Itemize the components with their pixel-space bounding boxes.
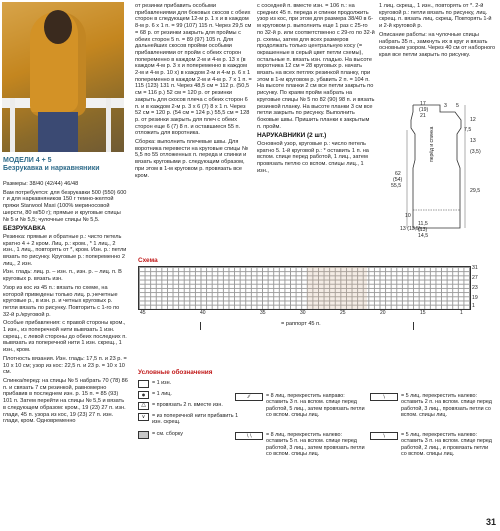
diagram-label: 14,5 — [418, 233, 429, 239]
diagram-label: 62 — [395, 171, 401, 177]
legend-item: = 1 изн. — [138, 380, 248, 388]
column-number: 25 — [340, 310, 346, 316]
column-3 — [257, 3, 375, 177]
column-number: 30 — [300, 310, 306, 316]
column-4 — [379, 3, 496, 61]
back-front-text: Спинка/перед: на спицы № 5 набрать 70 (78) 86 п. и связать 7 см резинкой, равномерно прибавив в последнем изн. р. 15 п. = 85 (93) 101 п. Затем перейти на спицы № 5,5 и вязать в следующем образом: кром., 19 (23) 27 п. изн. глади, 45 п. узора из кос, 19 (23) 27 п. изн. глади, кром. Одновременно — [3, 377, 128, 425]
assembly-symbol-icon — [138, 431, 149, 439]
column-1 — [3, 181, 128, 427]
diagram-piece-label: перёд и спинка — [429, 126, 435, 162]
model-photo — [2, 2, 124, 152]
density-text: Плотность вязания. Изн. гладь: 17,5 п. и 23 р. = 10 x 10 см; узор из кос: 22,5 п. и 23 р. = 10 x 10 см. — [3, 355, 127, 376]
armwarmer-text: Основной узор, круговые р.: число петель кратно 5. 1-й круговой р.: * оставить 1 п. на вспом. спице перед работой, 1 лиц., затем провязать петлю со вспом. спицы лиц., 1 изн., — [257, 141, 369, 174]
diagram-label: 11,5 — [418, 221, 428, 227]
diagram-label: 10 — [405, 213, 411, 219]
armwarmer-heading: НАРУКАВНИКИ (2 шт.) — [257, 132, 327, 140]
model-head — [44, 10, 72, 44]
rapport-label: = раппорт 45 п. — [281, 321, 321, 327]
model-subtitle: Безрукавка и наркавняники — [3, 165, 100, 172]
rapport-bracket — [200, 322, 414, 330]
row-number: 23 — [472, 285, 478, 291]
cable-right-8-icon: ∕∕ — [235, 393, 263, 401]
center-cable-band — [307, 267, 367, 309]
knitting-chart-grid — [138, 266, 471, 310]
diagram-label: 12 — [470, 117, 476, 123]
materials-text: Вам потребуется: для безрукавки 500 (550) 600 г и для наркавняников 150 г темно-желтой пряжи Starwool Maxi (100% мериносовой шерсти, 80 м/50 г); прямые и круговые спицы № 5 и № 5,5; чулочные спицы № 5,5. — [3, 189, 127, 223]
column-number: 15 — [420, 310, 426, 316]
col4-text: 1 лиц. скрещ., 1 изн., повторять от *. 2-й круговой р.: петли вязать по рисунку, лиц. скрещ. п. вязать лиц. скрещ. Повторять 1-й и 2-й круговой р. — [379, 3, 492, 30]
column-number: 1 — [460, 310, 463, 316]
diagram-label: 13 — [470, 138, 476, 144]
row-number: 19 — [472, 295, 478, 301]
col3-text: с соседней п. вместе изн. = 106 п.: на средних 45 п. переда и спинки продолжить узор из кос, при этом для размера 38/40 в 6-м круговом р. выполнить еще 1 раз с 25-го по 32-й р. или соответственно с 29-го по 32-й р. схемы, затем для всех размеров продолжать только центральную косу (= окрашенные в серый цвет петли схемы), остальные п. вязать изн. гладью. На высоте воротника 12 см = 28 круговых р. начать вязать на всех петлях резинкой планку, при этом в 1-м круговом р. убавить 2 п. = 104 п. На высоте планки 2 см все петли закрыть по рисунку. По краям пройм набрать на круговые спицы № 5 по 82 (90) 98 п. и вязать резинкой планку. На высоте планки 3 см все петли закрыть по рисунку. Выполнить боковые швы. Пришить планки к закрытым п. пройм. — [257, 3, 375, 130]
legend-item: ∖ = 5 лиц. перекрестить налево: оставить 3 п. на вспом. спице перед работой, 2 лиц., и провязать петли со вспом. спицы лиц. — [370, 432, 495, 457]
column-number: 35 — [260, 310, 266, 316]
legend-item: = см. сборку — [138, 431, 248, 439]
diagram-label: 5 — [456, 103, 459, 109]
description-text: Описание работы: на чулочные спицы набрать 35 п., замкнуть их в круг и вязать основным узором. Через 40 см от наборного края все петли закрыть по рисунку. — [379, 31, 496, 58]
cable-left-5a-icon: ∖ — [370, 393, 398, 401]
cable-left-5b-icon: ∖ — [370, 432, 398, 440]
vest-heading: БЕЗРУКАВКА — [3, 225, 46, 233]
column-number: 40 — [200, 310, 206, 316]
diagram-label: (19) — [419, 107, 429, 113]
legend-item: △ = провязать 2 п. вместе изн. — [138, 402, 248, 410]
schema-title: Схема — [138, 257, 158, 264]
fence-post — [106, 98, 111, 152]
legend-item: ∖ = 5 лиц. перекрестить налево: оставить 2 п. на вспом. спице перед работой, 3 лиц., провязать петли со вспом. спицы лиц. — [370, 393, 495, 418]
model-title: МОДЕЛИ 4 + 5 — [3, 157, 52, 164]
page-number: 31 — [485, 517, 496, 527]
diagram-label: 17 — [420, 101, 426, 107]
diagram-label: (3,5) — [470, 149, 481, 155]
legend-title: Условные обозначения — [138, 369, 213, 376]
increase-symbol-icon: ∨ — [138, 413, 149, 421]
knit-symbol-icon — [138, 391, 149, 399]
rib-text: Резинка: прямые и обратные р.: чисто петель кратно 4 + 2 кром. Лиц. р.: кром., * 1 лиц., 2 изн., 1 лиц., повторять от *, кром. Изн. р.: петли вязать по рисунку. Круговые р.: попеременно 2 лиц., 2 изн. — [3, 233, 127, 267]
model-jeans — [38, 112, 78, 152]
diagram-label: 29,5 — [470, 188, 481, 194]
diagram-label: 55,5 — [391, 183, 402, 189]
legend-item: ∨ = из поперечной нити прибавить 1 изн. скрещ. — [138, 413, 248, 426]
cable-left-8-icon: ∖∖ — [235, 432, 263, 440]
col2-text: от резинки прибавить особыми прибавлениями для боковых скосов с обеих сторон в следующем 12-м р. 1 x и в каждом 8-м р. 6 x 1 п. = 99 (107) 115 п. Через 29,5 см = 68 р. от резинки закрыть для проймы с обеих сторон 5 п. = 89 (97) 105 п. Для дальнейших скосов пройми особыми прибавлениями от пройм с обеих сторон попеременно в каждом 2-м и 4-м р. 13 x (в каждом 4-м р. 3 x и попеременно в каждом 2-м и 4-м р. 10 x) в каждом 2-м и 4-м р. 6 x 1 попеременно в каждом 2-м и 4-м р. 7 x 1 п. = 115 (123) 131 п. Через 48,5 см = 112 р. (50,5 см = 116 р.) 52 см = 120 р. от резинки закрыть для скосов плеча с обеих сторон 6 п. и в каждом 2-м р. 3 x 6 (7) 8 x 1 п. Через 52 см = 120 р. (54 см = 124 р.) 55,5 см = 128 р. от резинки закрыть для плеч с обеих сторон еще 6 (7) 8 п. и оставшиеся 55 п. отложить для воротника. — [135, 3, 252, 137]
purl-symbol-icon — [138, 380, 149, 388]
legend-item: ∕∕ = 8 лиц. перекрестить направо: оставить 3 п. на вспом. спице перед работой, 5 лиц., затем провязать петли со вспом. спицы лиц. — [235, 393, 365, 418]
decrease-symbol-icon: △ — [138, 402, 149, 410]
row-number: 31 — [472, 265, 478, 271]
increases-text: Особые прибавления: с правой стороны кром., 1 изн., из поперечной нити вывязать 1 изн. скрещ., с левой стороны до обеих последних п. вывязать из поперечной нити 1 изн. скрещ., 1 изн., кром. — [3, 320, 127, 354]
legend-item: ∖∖ = 8 лиц. перекрестить налево: оставить 5 п. на вспом. спице перед работой, 3 лиц., затем провязать петли со вспом. спицы лиц. — [235, 432, 365, 457]
diagram-label: 21 — [420, 113, 426, 119]
legend-item: = 1 лиц. — [138, 391, 248, 399]
pattern-text: Узор из кос из 45 п.: вязать по схеме, на которой приведены только лиц. р.;нечетные круговые р., в изн. р. и четных круговых р. петли вязать по рисунку. Повторить с 1-го по 32-й р./круговой р. — [3, 284, 120, 318]
sizes-text: Размеры: 38/40 (42/44) 46/48 — [3, 181, 79, 187]
diagram-label: 13 (13,5) — [400, 226, 421, 232]
diagram-label: 3 — [444, 103, 447, 109]
column-number: 20 — [380, 310, 386, 316]
column-number: 45 — [140, 310, 146, 316]
assembly-text: Сборка: выполнить плечевые швы. Для воротника перевести на круговые спицы № 5,5 по 55 отложенных п. переда и спинки и вязать круговыми р. следующим образом, при этом в 1-м круговом р. провязать все кром. — [135, 139, 249, 179]
diagram-label: 7,5 — [464, 127, 472, 133]
stitch-text: Изн. гладь: лиц. р. – изн. п., изн. р. – лиц. п. В круговых р. вязать изн. — [3, 269, 122, 283]
diagram-label: (54) — [393, 177, 403, 183]
fence-post — [10, 98, 15, 152]
column-2 — [135, 3, 253, 181]
row-number: 27 — [472, 275, 478, 281]
row-number: 1 — [472, 303, 475, 309]
diagram-label: (13) — [418, 227, 428, 233]
pattern-diagram — [385, 100, 495, 235]
